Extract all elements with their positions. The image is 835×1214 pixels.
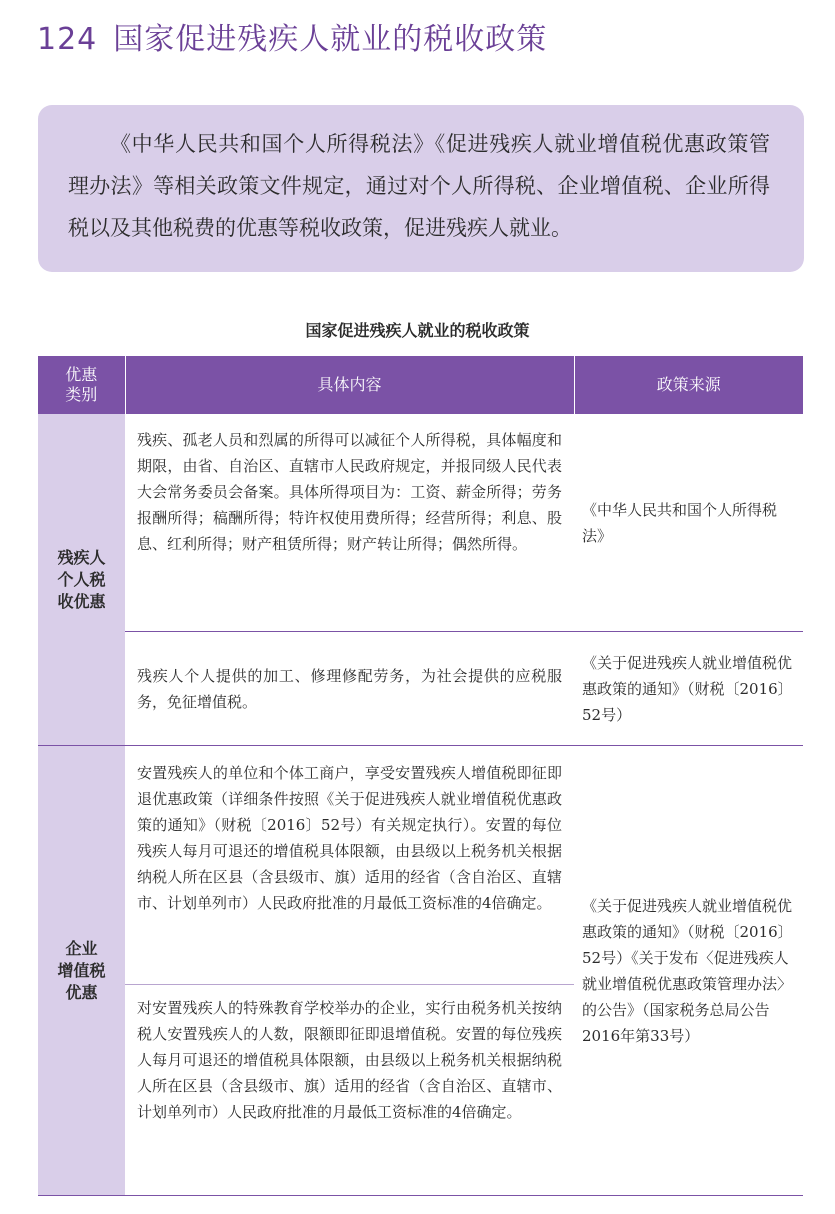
source-cell: 《中华人民共和国个人所得税法》 (574, 414, 803, 632)
header-source: 政策来源 (574, 356, 803, 414)
tax-policy-table (38, 356, 803, 1196)
category-cell-personal-tax (38, 414, 125, 746)
header-category-line: 优惠 (65, 365, 98, 384)
header-category-line: 类别 (65, 385, 98, 404)
content-cell: 残疾、孤老人员和烈属的所得可以减征个人所得税，具体幅度和期限，由省、自治区、直辖市人民政府规定，并报同级人民代表大会常务委员会备案。具体所得项目为：工资、薪金所得；劳务报酬所得；稿酬所得；特许权使用费所得；经营所得；利息、股息、红利所得；财产租赁所得；财产转让所得；偶然所得。 (125, 414, 574, 632)
table-row (38, 632, 803, 746)
category-cell-enterprise-vat (38, 746, 125, 1196)
category-line: 个人税 (57, 569, 106, 589)
page-title (37, 14, 547, 58)
category-line: 企业 (65, 938, 98, 958)
category-line: 残疾人 (57, 547, 106, 567)
content-cell: 安置残疾人的单位和个体工商户，享受安置残疾人增值税即征即退优惠政策（详细条件按照《关于促进残疾人就业增值税优惠政策的通知》（财税〔2016〕52号）有关规定执行）。安置的每位残疾人每月可退还的增值税具体限额，由县级以上税务机关根据纳税人所在区县（含县级市、旗）适用的经省（含自治区、直辖市、计划单列市）人民政府批准的月最低工资标准的4倍确定。 (125, 746, 574, 985)
content-cell: 对安置残疾人的特殊教育学校举办的企业，实行由税务机关按纳税人安置残疾人的人数，限额即征即退增值税。安置的每位残疾人每月可退还的增值税具体限额，由县级以上税务机关根据纳税人所在区县（含县级市、旗）适用的经省（含自治区、直辖市、计划单列市）人民政府批准的月最低工资标准的4倍确定。 (125, 985, 574, 1196)
header-category (38, 356, 125, 414)
category-line: 收优惠 (57, 591, 106, 611)
intro-box: 《中华人民共和国个人所得税法》《促进残疾人就业增值税优惠政策管理办法》等相关政策文件规定，通过对个人所得税、企业增值税、企业所得税以及其他税费的优惠等税收政策，促进残疾人就业。 (38, 105, 804, 272)
header-content: 具体内容 (125, 356, 574, 414)
content-cell: 残疾人个人提供的加工、修理修配劳务，为社会提供的应税服务，免征增值税。 (125, 632, 574, 746)
page-title-text: 国家促进残疾人就业的税收政策 (113, 22, 548, 57)
page-number: 124 (37, 22, 98, 57)
source-cell: 《关于促进残疾人就业增值税优惠政策的通知》（财税〔2016〕52号） (574, 632, 803, 746)
source-cell: 《关于促进残疾人就业增值税优惠政策的通知》（财税〔2016〕52号）《关于发布〈促进残疾人就业增值税优惠政策管理办法〉的公告》（国家税务总局公告2016年第33号） (574, 746, 803, 1196)
table-row (38, 746, 803, 985)
table-header-row (38, 356, 803, 414)
table-caption: 国家促进残疾人就业的税收政策 (305, 321, 530, 340)
category-line: 优惠 (65, 982, 98, 1002)
table-row (38, 414, 803, 632)
category-line: 增值税 (57, 960, 106, 980)
